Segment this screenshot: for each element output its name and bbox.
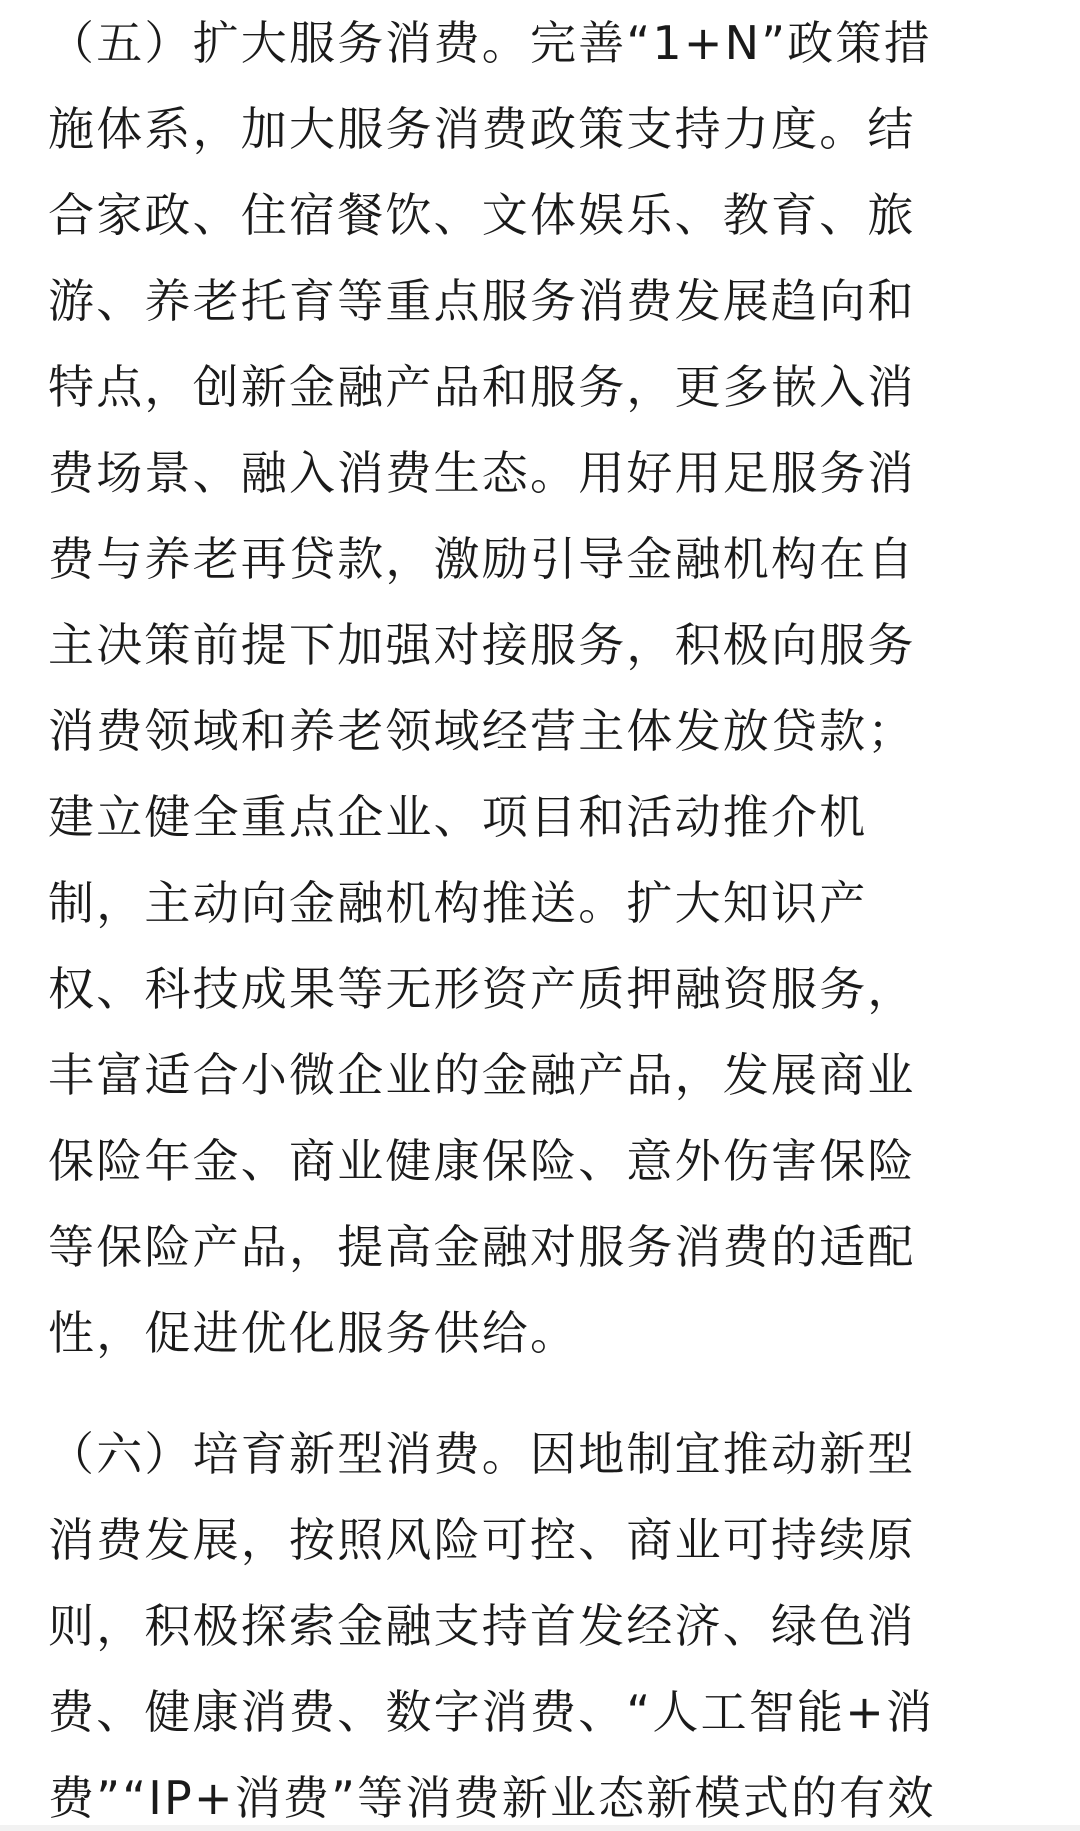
text-line: 保险年金、商业健康保险、意外伤害保险 [48, 1134, 916, 1188]
text-line: 费、健康消费、数字消费、“人工智能+消 [48, 1685, 935, 1739]
bottom-divider [0, 1825, 1080, 1831]
text-line: 权、科技成果等无形资产质押融资服务， [48, 962, 916, 1016]
text-line: 费”“IP+消费”等消费新业态新模式的有效 [48, 1771, 936, 1825]
text-line: 建立健全重点企业、项目和活动推介机 [48, 790, 868, 844]
text-line: 消费发展，按照风险可控、商业可持续原 [48, 1513, 916, 1567]
text-line: 制，主动向金融机构推送。扩大知识产 [48, 876, 868, 930]
text-line: 合家政、住宿餐饮、文体娱乐、教育、旅 [48, 188, 916, 242]
text-line: 丰富适合小微企业的金融产品，发展商业 [48, 1048, 916, 1102]
text-line: （五）扩大服务消费。完善“1+N”政策措 [48, 16, 932, 70]
text-line: 消费领域和养老领域经营主体发放贷款； [48, 704, 916, 758]
text-line: 游、养老托育等重点服务消费发展趋向和 [48, 274, 916, 328]
text-line: 等保险产品，提高金融对服务消费的适配 [48, 1220, 916, 1274]
text-line: 费与养老再贷款，激励引导金融机构在自 [48, 532, 916, 586]
text-line: 则，积极探索金融支持首发经济、绿色消 [48, 1599, 916, 1653]
text-line: 施体系，加大服务消费政策支持力度。结 [48, 102, 916, 156]
text-line: 主决策前提下加强对接服务，积极向服务 [48, 618, 916, 672]
paragraph-new-consumption [48, 1411, 1038, 1831]
text-line: （六）培育新型消费。因地制宜推动新型 [48, 1427, 916, 1481]
text-line: 特点，创新金融产品和服务，更多嵌入消 [48, 360, 916, 414]
paragraph-expand-service-consumption [48, 0, 1038, 1376]
text-line: 费场景、融入消费生态。用好用足服务消 [48, 446, 916, 500]
text-line: 性，促进优化服务供给。 [48, 1306, 579, 1360]
